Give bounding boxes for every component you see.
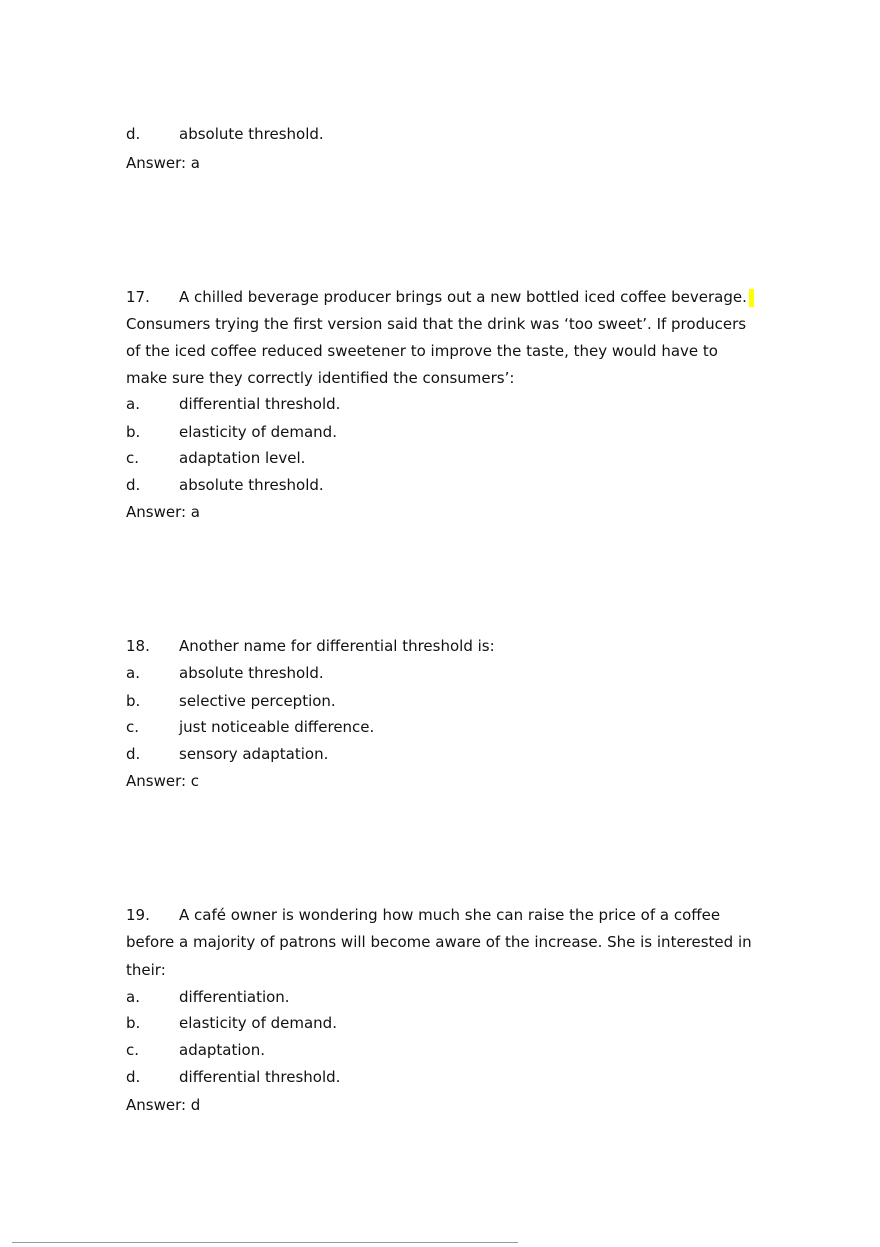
question-17-line4: make sure they correctly identified the consumers’: bbox=[126, 369, 515, 387]
option-letter: b. bbox=[126, 1014, 141, 1032]
option-text: differentiation. bbox=[179, 988, 290, 1006]
option-letter: d. bbox=[126, 476, 141, 494]
option-text: absolute threshold. bbox=[179, 664, 324, 682]
option-letter: d. bbox=[126, 745, 141, 763]
option-text: adaptation level. bbox=[179, 449, 306, 467]
question-number: 18. bbox=[126, 637, 150, 655]
option-letter: a. bbox=[126, 664, 140, 682]
option-letter: a. bbox=[126, 395, 140, 413]
option-letter: d. bbox=[126, 125, 141, 143]
option-text: elasticity of demand. bbox=[179, 1014, 337, 1032]
q19-answer: Answer: d bbox=[126, 1096, 201, 1114]
option-text: differential threshold. bbox=[179, 395, 341, 413]
prev-answer: Answer: a bbox=[126, 154, 200, 172]
option-text: just noticeable difference. bbox=[179, 718, 375, 736]
option-letter: b. bbox=[126, 692, 141, 710]
question-number: 19. bbox=[126, 906, 150, 924]
question-text: A café owner is wondering how much she can raise the price of a coffee bbox=[179, 906, 721, 924]
option-letter: b. bbox=[126, 423, 141, 441]
option-letter: c. bbox=[126, 449, 140, 467]
footer-divider bbox=[12, 1242, 518, 1243]
option-letter: c. bbox=[126, 718, 140, 736]
option-text: sensory adaptation. bbox=[179, 745, 329, 763]
question-number: 17. bbox=[126, 288, 150, 306]
question-17-line2: Consumers trying the first version said that the drink was ‘too sweet’. If producers bbox=[126, 315, 747, 333]
option-text: selective perception. bbox=[179, 692, 336, 710]
question-19-line3: their: bbox=[126, 961, 166, 979]
option-text: elasticity of demand. bbox=[179, 423, 337, 441]
option-letter: d. bbox=[126, 1068, 141, 1086]
option-text: differential threshold. bbox=[179, 1068, 341, 1086]
option-text: adaptation. bbox=[179, 1041, 266, 1059]
question-text bbox=[179, 287, 754, 307]
highlight-mark bbox=[749, 289, 754, 307]
question-17-line3: of the iced coffee reduced sweetener to improve the taste, they would have to bbox=[126, 342, 718, 360]
q18-answer: Answer: c bbox=[126, 772, 200, 790]
question-text-line: A chilled beverage producer brings out a new bottled iced coffee beverage. bbox=[179, 288, 747, 306]
q17-answer: Answer: a bbox=[126, 503, 200, 521]
option-letter: c. bbox=[126, 1041, 140, 1059]
question-19-line2: before a majority of patrons will become aware of the increase. She is interested in bbox=[126, 933, 752, 951]
question-text: Another name for differential threshold is: bbox=[179, 637, 495, 655]
option-text: absolute threshold. bbox=[179, 125, 324, 143]
option-text: absolute threshold. bbox=[179, 476, 324, 494]
option-letter: a. bbox=[126, 988, 140, 1006]
